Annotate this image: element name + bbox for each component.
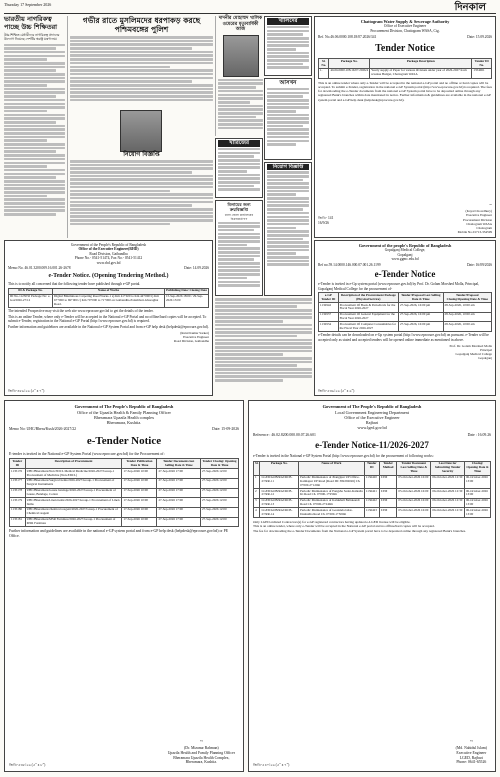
uhfpo-memo: Memo No: UHC/Bhera/Kush/2026-2027/22 (9, 427, 77, 432)
gmc-intro: e-Tender is invited in e-Gp system portal (www.eprocure.gov.bd) by Prof. Dr. Golam Morshed Molla, Principal, Gopalganj Medical College for the procurement of- (318, 282, 480, 291)
table-row: 3 LGED/GOB/RAJ/RCB-27/RR-13 Periodic Maintenance of Kalukhali Baliakandi Road Ch. 0+000-2+240m 1136422 LTM 05-October-2026 16:00 06-October-2026 12:30 06-October-2026 13:00 (254, 498, 491, 508)
article-headline: ভারতীয় নাগরিকত্ব পাচ্ছে উচ্চ শিক্ষিতরা (4, 15, 58, 31)
rhd-dept: Office of the Executive Engineer(RHD) (78, 247, 139, 252)
classified-khalid (264, 16, 312, 76)
rhd-para-3: Further information and guidelines are available in the National e-GP System Portal and from e-GP help desk (helpdesk@eprocure.gov.bd). (8, 324, 209, 329)
wasa-gd-date: 16/9/26 (318, 220, 329, 225)
classified-khalid-title: খালিদের (267, 18, 309, 25)
rhd-col-id: ID & Package No. (9, 288, 53, 294)
lged-district: Rajbari (365, 420, 379, 425)
rhd-col-dates: Publishing Date/ Closing Date (166, 288, 207, 293)
tender-notice-gmc (314, 240, 496, 396)
rhd-table (8, 288, 209, 308)
rhd-memo: Memo No. 46.01.3200.009.16.001.26-2678 (8, 266, 71, 271)
lged-title: e-Tender Notice-11/2026-2027 (315, 440, 429, 451)
table-row: 4 LGED/GOB/RAJ/RCB-27/RR-14 Periodic Maintenance of Goalanda Ghat-Daulatdia Road Ch. 0+000-1+500m 1136423 LTM 05-October-2026 16:00 06-October-2026 12:30 06-October-2026 13:00 (254, 508, 491, 518)
purchase-title: বিলামের জন্য ক্রয়বিজ্ঞপ্তি (227, 202, 251, 213)
uhfpo-signature-org: Bheramara Upazila Health Complex, (173, 755, 230, 760)
khariz-notice (215, 138, 263, 198)
uhfpo-city: Bheramara, Kushtia. (106, 420, 142, 425)
tender-notice-wasa (314, 16, 496, 238)
uhfpo-outro: Further information and guidelines are available in the national e-GP system portal and from e-GP help desk (helpdesk@eprocure.gov.bd) or PE Office. (9, 529, 229, 539)
rhd-gd: জিডি-৩৫৬/২৬ (৫" x ৭") (8, 388, 45, 393)
lead-headline: গভীর রাতে মুসলিমদের ধরপাকড় করছে পশ্চিমবঙ্গের পুলিশ (82, 16, 201, 34)
lged-para-3: The fee for downloading the e-Tender Documents from the National e-GP System portal have to be deposited online through any registered Bank's branches. (253, 528, 466, 533)
uhfpo-intro: E-tender is invited in the National e-GP System Portal (www.eprocure.gov.bd) for the Procurement of: (9, 451, 165, 456)
khariz-title: খারিজের (218, 140, 260, 147)
article-col-a (4, 16, 68, 238)
tender-notice-rhd (4, 240, 213, 396)
wasa-ref: Ref. No.46.06.0000.108.18/07.2026/341 (318, 35, 377, 40)
lged-ref: Reference : 46.02.8200.000.00.07.26.601 (253, 432, 316, 437)
table-row: 1132942 Procurement Of Book & Periodicals for the Fiscal Year 2026-2027 27-Sep-2026, 16:00 pm 28-Sep-2026, 10:00 am (319, 303, 492, 313)
gmc-city: Gopalganj (397, 252, 413, 257)
rhd-signature-title: Executive Engineer (183, 335, 209, 340)
uhfpo-signature-city: Bheramara, Kushtia. (185, 760, 217, 765)
table-row: ID No-1123032 Package No: e-Gai/2026-27/12 Digital Bituminous Carpeting Road Works-1 a) Km 41+020 to Km 44+000 b) Km 67+000 to 69+000 c) Km 70+000 to 71+000 on Gaibandha-Palashbari-Ghoraghat Road. 15-Sep-2026 18:00 / 29-Sep-2026 13:00 (9, 294, 209, 308)
issue-date: Thursday 17 September 2026 (4, 2, 52, 7)
article-col-b (70, 16, 213, 108)
uhfpo-hosp: Bheramara Upazila Health complex (93, 414, 155, 420)
wasa-title: Tender Notice (375, 42, 435, 54)
table-row: 1135179 UHC/Bheramara/Linen items/2026-2027/Group-1 Procurement of Linen Items 17-Sep-2026 10:00 27-Sep-2026 17:00 27-Sep-2026 12:00 (10, 498, 239, 508)
lged-date: Date : 16.09.26 (467, 432, 491, 437)
middle-notice (215, 298, 312, 396)
wasa-table: Sl. No. Package No. Package Description Tender ID No. 1. 46.06.0000.108.16/07.2026/4 Yearly supply of Paper for various divisions under year of 2026-2027 from revenue Budget, Chattogram WASA 1354061 (318, 58, 492, 78)
gmc-college: Gopalganj Medical College, (384, 248, 426, 253)
uhfpo-signature-name: (Dr. Mizanur Rahman) (183, 746, 219, 751)
recruitment-title: নিয়োগ বিজ্ঞপ্তি (123, 151, 160, 158)
lged-org: Government of The People's Republic of Bangladesh (322, 404, 422, 409)
wasa-signature-org2: Chattogram WASA (466, 221, 492, 226)
table-row: 1132937 Procurement Of General Equipment for the Fiscal Year 2026-2027 27-Sep-2026, 16:00 pm 28-Sep-2026, 10:00 am (319, 312, 492, 322)
table-row: 1132934 Procurement Of Computer Consumables for the Fiscal Year 2026-2027 27-Sep-2026, 16:00 pm 28-Sep-2026, 10:00 am (319, 322, 492, 332)
wasa-signature-name: (Kayal Chowdhury) (465, 209, 492, 214)
wasa-gd: জিডি- 141 (318, 216, 334, 221)
gmc-signature-title: Principal (480, 348, 492, 353)
lged-intro: e-Tender is invited in the National e-GP System Portal (http://www.eprocure.gov.bd) for the procurement of following works: (253, 454, 434, 459)
table-row: 1135181 UHC/Bheramara/MSR Furniture/2026-2027/Group-1 Procurement of MSR Furniture 17-Sep-2026 10:00 27-Sep-2026 17:00 27-Sep-2026 12:00 (10, 517, 239, 527)
lged-table: Sl. Package No. Name of Work Tender ID Tender Method Tender Document Last Selling Date & Time Last Date for Submitting Tender Security Closing/ Opening Date & Time 1 LGED/GOB/RAJ/RCB-27/RR-11 Periodic Maintenance of Jhangipur UP Office-Kamlapur UP Road (Road ID: 382292026) Ch. 0+000-2+120m 1136420 LTM 05-October-2026 16:00 06-October-2026 12:30 06-October-2026 13:00 2 LGED/GOB/RAJ/RCB-27/RR-12 Periodic Maintenance of Pangsha Sadar-Kalkalla Ki Road Ch. 0+000-1+950m 1136421 LTM 05-October-2026 16:00 06-October-2026 12:30 06-October-2026 13:00 3 LGED/GOB/RAJ/RCB-27/RR-13 Periodic Maintenance of Kalukhali Baliakandi Road Ch. 0+000-2+240m 1136422 LTM 05-October-2026 16:00 06-October-2026 12:30 06-October-2026 13:00 4 LGED/GOB/RAJ/RCB-27/RR-14 Periodic Maintenance of Goalanda Ghat-Daulatdia Road Ch. 0+000-1+500m 1136423 LTM 05-October-2026 16:00 06-October-2026 12:30 06-October-2026 13:00 (255, 461, 489, 516)
classified-ashkhon (264, 78, 312, 160)
lged-signature-name: (Md. Nahidul Islam) (455, 746, 487, 751)
recruitment-ad-left (70, 110, 213, 238)
table-row: 1135176 UHC/Bheramara/Non EDCL Medical Medicine/2026-2027/Group-1 Procurement of Medicine (Non-EDCL) 17-Sep-2026 10:00 27-Sep-2026 17:00 27-Sep-2026 12:00 (10, 469, 239, 479)
purchase-notice (215, 200, 263, 296)
rhd-intro: This is to notify all concerned that the following tender have published through e-GP portal. (8, 282, 141, 287)
uhfpo-title: e-Tender Notice (86, 434, 162, 447)
obituary (215, 16, 263, 136)
rhd-col-works: Name of Works (53, 288, 165, 294)
gmc-web: www.ggmc.edu.bd (391, 257, 419, 262)
uhfpo-org: Government of The People's Republic of Bangladesh (74, 404, 174, 409)
gmc-org: Government of the people's Republic of Bangladesh (358, 243, 452, 248)
rhd-para-2: This is an online Tender, where only e-Tender will be accepted in the National e-GP Portal and no offline/hard copies will be accepted. To submit e-Tender, registration in the National e-GP Portal (http://www.eprocure.gov.bd) is required. (8, 314, 207, 324)
wasa-dept: Office of Executive Engineer (383, 24, 427, 29)
tender-notice-lged (248, 400, 496, 772)
rhd-web: www.rhd.gov.bd (96, 260, 121, 265)
wasa-date: Date: 15.09.2026 (467, 35, 492, 40)
wasa-body: This is an online tender where only e-Tender will be accepted in the national e-GP portal and no offline or hard copies will be accepted. To submit e-Tender, registration in the national e-GP System portal (http://www.eprocure.gov.bd) is required. The fees for downloading the e-Tender documents from the national e-GP System portal have to be deposited online through any registered Bank's branches within date mentioned in notice. Further information & guidelines are available in the national e-GP system portal and e-GP help desk (helpdesk@eprocure.gov.bd). (318, 80, 492, 102)
rhd-title: e-Tender Notice. (Opening Tendering Method.) (48, 272, 169, 279)
classified-niyog (264, 162, 312, 296)
uhfpo-date: Date: 15-09-2026 (212, 427, 239, 432)
table-row: 1135178 UHC/Bheramara/Gauze bandage/2026-2027/Group-1 Procurement of Gauze, Bandage, Cotton 17-Sep-2026 10:00 27-Sep-2026 17:00 27-Sep-2026 12:00 (10, 488, 239, 498)
rhd-signature-org: Road Division, Gaibandha (173, 339, 209, 344)
lged-office: Office of the Executive Engineer (344, 414, 400, 420)
uhfpo-table: Tender ID Description of Procurement Tender Publication Date & Time Tender Documents last Selling Date & Time Tender Closing/ Opening Date & Time 1135176 UHC/Bheramara/Non EDCL Medical Medicine/2026-2027/Group-1 Procurement of Medicine (Non-EDCL) 17-Sep-2026 10:00 27-Sep-2026 17:00 27-Sep-2026 12:00 1135177 UHC/Bheramara/Surgical items/2026-2027/Group-1 Procurement of Surgical Instruments 17-Sep-2026 10:00 27-Sep-2026 17:00 27-Sep-2026 12:00 1135178 UHC/Bheramara/Gauze bandage/2026-2027/Group-1 Procurement of Gauze, Bandage, Cotton 17-Sep-2026 10:00 27-Sep-2026 17:00 27-Sep-2026 12:00 1135179 UHC/Bheramara/Linen items/2026-2027/Group-1 Procurement of Linen Items 17-Sep-2026 10:00 27-Sep-2026 17:00 27-Sep-2026 12:00 1135180 UHC/Bheramara/chemical reagent/2026-2027/Group-1 Procurement of Chemical reagent 17-Sep-2026 10:00 27-Sep-2026 17:00 27-Sep-2026 12:00 1135181 UHC/Bheramara/MSR Furniture/2026-2027/Group-1 Procurement of MSR Furniture 17-Sep-2026 10:00 27-Sep-2026 17:00 27-Sep-2026 12:00 (11, 458, 237, 525)
wasa-org: Chattogram Water Supply & Sewerage Authority (360, 19, 450, 24)
lead-body (70, 36, 213, 101)
lged-signature-org: LGED, Rajbari (459, 755, 483, 760)
purchase-sub: মালা জেলা কার্যালয়ের বিক্রয়কর্তাগণ (224, 212, 254, 221)
article-lede: উচ্চ শিক্ষিত মেধাবীদের নাগরিকত্ব প্রদানের উদ্যোগ নিয়েছে দেশটির স্বরাষ্ট্র মন্ত্রণালয়। (4, 33, 60, 42)
lged-para-1: Only LGED enlisted Contractors(s) for e-GP registered contractors having updated e-LGED license will be eligible. (253, 520, 411, 525)
portrait-photo (120, 110, 162, 152)
lged-dept: Local Government Engineering Department (335, 409, 409, 415)
gmc-signature-name: Prof. Dr. Golam Morshed Molla (449, 344, 492, 349)
lged-signature-mark: ~ (469, 738, 473, 745)
gmc-gd: জিডি-৫৩৬/২৬ (৫" x ৬") (318, 388, 355, 393)
rhd-phone: Phone No.- 0541-51474, Fax No.- 0541-51412 (74, 256, 143, 261)
lged-para-2: This is an online tender, where only e-Tender will be accepted in the National e-GP portal and no offline/hard copies will be accepted. (253, 524, 435, 529)
gmc-outro: e-Tender details can be downloaded on e-Gp system portal (http://www.eprocure.gov.bd) on pursuant. e-Tender will be accepted only as stated and accepted tenders will be opened online immediate as mentioned in above. (318, 333, 489, 342)
wasa-signature-city: Chattogram (476, 225, 492, 230)
table-row: 1135180 UHC/Bheramara/chemical reagent/2026-2027/Group-1 Procurement of Chemical reagent 17-Sep-2026 10:00 27-Sep-2026 17:00 27-Sep-2026 12:00 (10, 507, 239, 517)
wasa-signature-phone: Mobile No.01713-334599 (457, 229, 492, 234)
lged-signature-phone: Phone: 0641-65526 (456, 760, 487, 765)
wasa-signature-org: Procurement Division (462, 217, 492, 222)
wasa-circle: Procurement Division, Chattogram WASA, Ctg. (370, 28, 440, 33)
rhd-division: Road Division, Gaibandha (89, 251, 128, 256)
newspaper-header (4, 2, 496, 14)
table-row: 1. 46.06.0000.108.16/07.2026/4 Yearly supply of Paper for various divisions under year of 2026-2027 from revenue Budget, Chattogram WASA 1354061 (319, 68, 492, 78)
lged-signature-title: Executive Engineer (456, 750, 487, 755)
gmc-ref: Ref no.59.14.0000.146.000.07.001.26.1199 (318, 262, 381, 267)
lged-gd: জিডি-৫৪০/২৬ (৫" x ৭") (253, 762, 290, 767)
classified-niyog-title: নিয়োগ বিজ্ঞপ্তি (267, 164, 309, 170)
gmc-table: e-GP Tender ID Description of the Procurement Package (Physical Service) Tender/Proposal Last Selling Date & Time Tender/Proposal Closing/Opening Date & Time 1132942 Procurement Of Book & Periodicals for the Fiscal Year 2026-2027 27-Sep-2026, 16:00 pm 28-Sep-2026, 10:00 am 1132937 Procurement Of General Equipment for the Fiscal Year 2026-2027 27-Sep-2026, 16:00 pm 28-Sep-2026, 10:00 am 1132934 Procurement Of Computer Consumables for the Fiscal Year 2026-2027 27-Sep-2026, 16:00 pm 28-Sep-2026, 10:00 am (318, 292, 492, 332)
uhfpo-gd: জিডি-৫৩৮/২৬ (৫" x ৮") (9, 762, 46, 767)
rhd-para-1: The intended Prospective may visit the web site www.eprocure.gov.bd to get the details of the tender. (8, 309, 154, 314)
classified-ashkhon-title: আসখন (279, 80, 297, 86)
uhfpo-office: Office of the Upazila Health & Family Planning Officer (77, 409, 171, 415)
rhd-org: Government of the People's Republic of Bangladesh (70, 243, 147, 247)
gmc-signature-city: Gopalganj (478, 356, 492, 361)
gmc-date: Date: 16/09/2026 (466, 262, 492, 267)
uhfpo-signature-mark: ~ (199, 738, 203, 745)
table-row: 2 LGED/GOB/RAJ/RCB-27/RR-12 Periodic Maintenance of Pangsha Sadar-Kalkalla Ki Road Ch. 0+000-1+950m 1136421 LTM 05-October-2026 16:00 06-October-2026 12:30 06-October-2026 13:00 (254, 489, 491, 499)
rhd-signature-name: (Ratul Kumar Sarker) (180, 331, 209, 336)
obituary-headline: দাদনীর মোহাম্মদ খালিক ওমেরের মৃত্যুবার্ষিকী আজ (218, 16, 263, 33)
masthead: দিনকাল (454, 2, 486, 13)
rhd-date: Date: 14.09.2026 (184, 266, 209, 271)
table-row: 1 LGED/GOB/RAJ/RCB-27/RR-11 Periodic Maintenance of Jhangipur UP Office-Kamlapur UP Road (Road ID: 382292026) Ch. 0+000-2+120m 1136420 LTM 05-October-2026 16:00 06-October-2026 12:30 06-October-2026 13:00 (254, 475, 491, 489)
wasa-signature-mark: ~ (489, 203, 492, 209)
gmc-title: e-Tender Notice (374, 269, 436, 280)
uhfpo-signature-title: Upazila Health and Family Planning Officer (167, 750, 235, 755)
gmc-signature-org: Gopalganj Medical College (455, 352, 492, 357)
table-row: 1135177 UHC/Bheramara/Surgical items/2026-2027/Group-1 Procurement of Surgical Instruments 17-Sep-2026 10:00 27-Sep-2026 17:00 27-Sep-2026 12:00 (10, 478, 239, 488)
wasa-signature-title: Executive Engineer (466, 213, 492, 218)
article-body (4, 44, 65, 216)
lged-web: www.lged.gov.bd (357, 425, 387, 431)
tender-notice-uhfpo (4, 400, 244, 772)
obituary-photo (223, 35, 259, 77)
